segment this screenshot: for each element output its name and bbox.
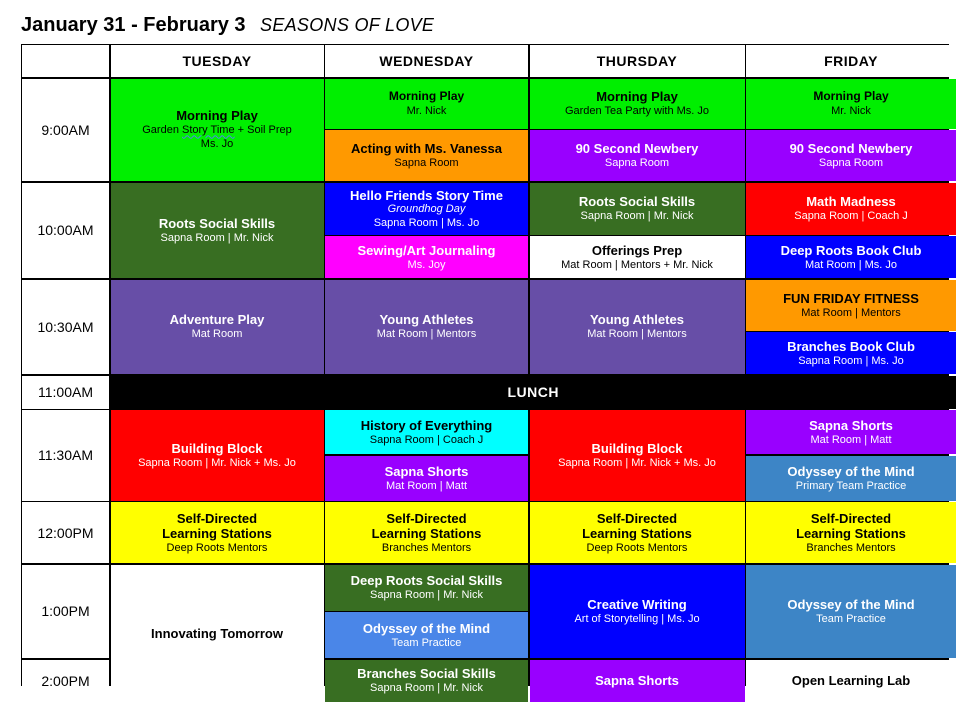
event-detail: Deep Roots Mentors [586,541,688,554]
event-detail: Mat Room | Matt [385,479,468,492]
event-title: Young Athletes [379,312,474,328]
event-title: Self-Directed Learning Stations [796,510,906,541]
event-detail: Mat Room | Mentors [587,328,687,341]
event-wed-hello-friends [325,183,528,235]
day-header-thursday: THURSDAY [530,45,745,77]
event-fri-fitness [746,280,956,331]
event-title: Innovating Tomorrow [151,625,283,641]
event-fri-branches-book [746,332,956,374]
event-title: Building Block [171,440,263,456]
event-tue-self-directed [111,502,324,563]
event-thu-newbery [530,130,745,181]
event-wed-sapna-shorts [325,456,528,501]
event-thu-roots-social [530,183,745,235]
day-header-wednesday: WEDNESDAY [325,45,528,77]
event-detail: Mat Room [191,328,243,341]
event-title: Creative Writing [587,596,687,612]
schedule-grid [21,44,949,694]
event-detail: Mat Room | Ms. Jo [804,258,898,271]
event-detail: Mat Room | Mentors [376,328,477,341]
event-fri-morning-play [746,79,956,129]
header-corner [22,45,109,77]
event-tue-roots-social [111,183,324,279]
event-title: Sewing/Art Journaling [357,242,496,258]
event-detail: Sapna Room | Ms. Jo [798,354,904,367]
event-title: Deep Roots Book Club [780,242,922,258]
event-title: Open Learning Lab [791,673,911,688]
event-title: Morning Play [388,89,465,103]
event-thu-building-block [530,410,745,501]
event-title: 90 Second Newbery [575,141,699,156]
event-detail: Ms. Jo [200,138,234,151]
event-title: LUNCH [507,383,559,400]
event-wed-deep-roots-social [325,565,528,611]
event-detail: Garden Tea Party with Ms. Jo [564,105,710,117]
event-detail: Mr. Nick [831,105,871,117]
event-tue-morning-play [111,79,324,182]
event-wed-history [325,410,528,454]
event-title: History of Everything [360,417,493,433]
spellcheck-underline: Story Time [182,124,235,137]
event-fri-deep-roots-book [746,236,956,278]
event-title: Roots Social Skills [158,215,276,231]
event-thu-sapna-shorts [530,660,745,702]
event-title: Branches Social Skills [357,666,496,681]
event-wed-morning-play [325,79,528,129]
event-fri-odyssey-team [746,565,956,659]
event-title: Acting with Ms. Vanessa [351,141,502,156]
event-detail: Team Practice [391,636,462,649]
event-title: Odyssey of the Mind [362,620,491,636]
event-fri-odyssey-primary [746,456,956,501]
event-detail: Mr. Nick [406,105,447,117]
event-detail: Branches Mentors [806,541,896,554]
event-title: Math Madness [806,194,896,209]
event-tue-innovating [111,565,324,702]
event-wed-acting [325,130,528,181]
time-9am: 9:00AM [22,79,109,182]
event-detail: Mat Room | Mentors + Mr. Nick [561,258,713,271]
title-theme: SEASONS OF LOVE [260,15,435,35]
event-wed-self-directed [325,502,528,563]
event-title: Morning Play [176,108,258,124]
event-detail: Sapna Room | Coach J [369,433,484,446]
event-detail: Sapna Room | Ms. Jo [373,216,480,229]
event-detail: Art of Storytelling | Ms. Jo [574,612,700,625]
event-title: Building Block [591,440,683,456]
event-thu-self-directed [530,502,745,563]
event-detail: Sapna Room | Mr. Nick [370,682,483,694]
event-detail: Sapna Room [394,157,459,169]
time-1130am: 11:30AM [22,410,109,501]
event-title: Sapna Shorts [809,417,893,433]
event-tue-adventure [111,280,324,375]
event-thu-young-athletes [530,280,745,375]
event-title: Adventure Play [169,312,265,328]
event-detail: Team Practice [816,612,886,625]
event-title: Young Athletes [590,312,684,328]
event-title: Branches Book Club [787,338,915,354]
time-2pm: 2:00PM [22,660,109,702]
event-thu-creative-writing [530,565,745,659]
event-detail: Branches Mentors [381,541,472,554]
event-fri-open-lab [746,660,956,702]
time-12pm: 12:00PM [22,502,109,563]
event-title: Sapna Shorts [384,463,469,479]
event-detail: Primary Team Practice [795,479,907,492]
time-1030am: 10:30AM [22,280,109,375]
event-title: 90 Second Newbery [789,141,913,156]
event-title: Morning Play [813,89,889,103]
event-detail: Garden Story Time + Soil Prep [142,124,292,137]
event-wed-odyssey-team [325,612,528,658]
event-title: Odyssey of the Mind [787,596,915,612]
event-title: Self-Directed Learning Stations [582,510,692,541]
event-fri-sapna-shorts [746,410,956,454]
page-title [21,14,434,40]
event-detail: Sapna Room [818,157,884,169]
event-title: Hello Friends Story Time [350,187,503,203]
event-detail: Sapna Room | Mr. Nick [580,210,694,222]
event-detail: Mat Room | Mentors [801,306,901,319]
event-detail: Deep Roots Mentors [166,541,268,554]
event-wed-branches-social [325,660,528,702]
event-title: Self-Directed Learning Stations [371,510,482,541]
time-1pm: 1:00PM [22,565,109,659]
event-title: Sapna Shorts [595,673,679,688]
event-detail: Sapna Room [604,157,670,169]
time-10am: 10:00AM [22,183,109,279]
event-detail: Ms. Joy [407,258,446,271]
time-11am: 11:00AM [22,376,109,409]
event-detail: Sapna Room | Mr. Nick + Ms. Jo [558,456,716,469]
event-title: Roots Social Skills [578,194,696,209]
event-title: FUN FRIDAY FITNESS [783,290,919,306]
title-dates: January 31 - February 3 [21,14,246,36]
event-detail: Sapna Room | Mr. Nick [370,589,483,601]
event-detail: Mat Room | Matt [810,433,892,446]
day-header-tuesday: TUESDAY [111,45,324,77]
event-detail: Sapna Room | Mr. Nick [160,231,274,244]
event-detail: Sapna Room | Coach J [794,210,908,222]
event-thu-offerings [530,236,745,278]
event-fri-newbery [746,130,956,181]
event-title: Self-Directed Learning Stations [162,510,272,541]
event-lunch [111,376,957,409]
event-title: Deep Roots Social Skills [350,573,503,588]
event-wed-sewing [325,236,528,278]
event-note: Groundhog Day [387,202,466,215]
event-title: Offerings Prep [591,242,683,258]
day-header-friday: FRIDAY [746,45,956,77]
event-title: Morning Play [596,89,678,104]
event-fri-math-madness [746,183,956,235]
event-thu-morning-play [530,79,745,129]
event-detail: Sapna Room | Mr. Nick + Ms. Jo [138,456,296,469]
event-title: Odyssey of the Mind [787,463,915,479]
event-wed-young-athletes [325,280,528,375]
event-fri-self-directed [746,502,956,563]
event-tue-building-block [111,410,324,501]
